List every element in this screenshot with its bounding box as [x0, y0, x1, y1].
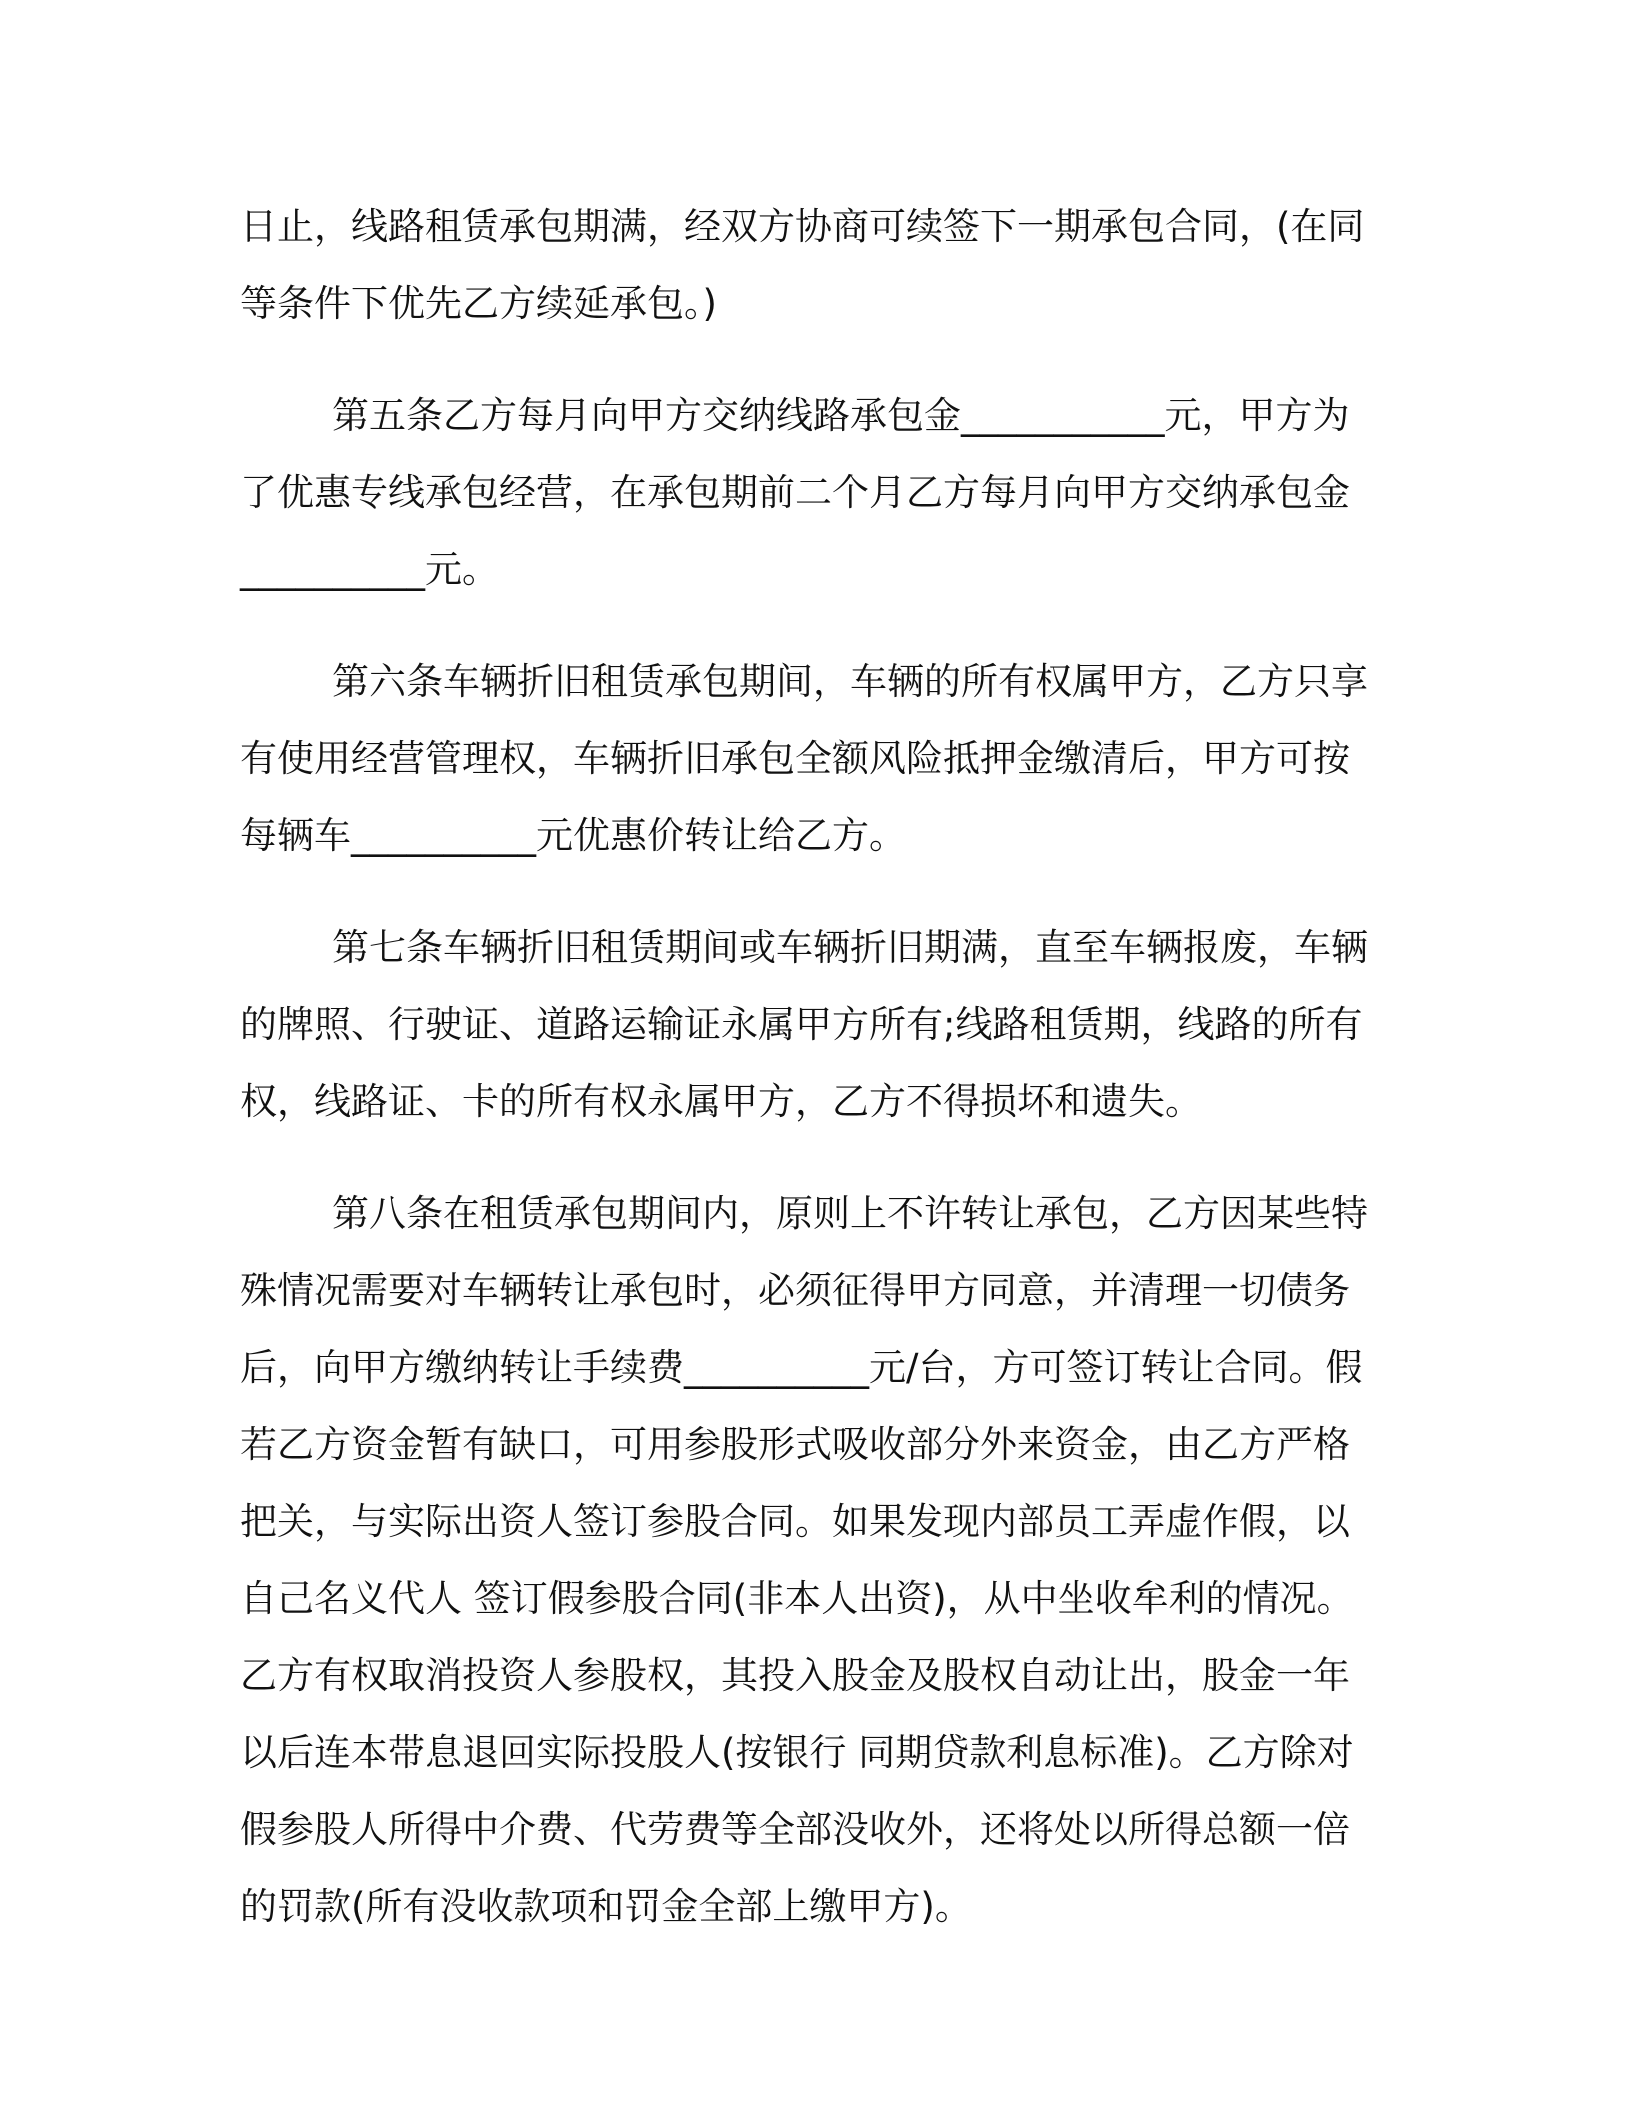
text-line: 乙方有权取消投资人参股权，其投入股金及股权自动让出，股金一年: [240, 1654, 1350, 1697]
paragraph-article-5: [240, 377, 1380, 608]
text-line: 把关，与实际出资人签订参股合同。如果发现内部员工弄虚作假，以: [240, 1500, 1350, 1543]
paragraph-article-7: [240, 909, 1380, 1140]
paragraph-article-6: [240, 643, 1380, 874]
paragraph-article-8: [240, 1175, 1380, 1945]
text-line: __________元。: [240, 548, 499, 591]
paragraph-continuation: [240, 188, 1380, 342]
text-line: 权，线路证、卡的所有权永属甲方，乙方不得损坏和遗失。: [240, 1080, 1202, 1123]
text-line: 第七条车辆折旧租赁期间或车辆折旧期满，直至车辆报废，车辆: [332, 926, 1368, 969]
text-line: 第八条在租赁承包期间内，原则上不许转让承包，乙方因某些特: [332, 1192, 1368, 1235]
text-line: 有使用经营管理权，车辆折旧承包全额风险抵押金缴清后，甲方可按: [240, 737, 1350, 780]
text-line: 日止，线路租赁承包期满，经双方协商可续签下一期承包合同，(在同: [240, 205, 1365, 248]
text-line: 的牌照、行驶证、道路运输证永属甲方所有;线路租赁期，线路的所有: [240, 1003, 1363, 1046]
text-line: 第六条车辆折旧租赁承包期间，车辆的所有权属甲方，乙方只享: [332, 660, 1368, 703]
text-line: 若乙方资金暂有缺口，可用参股形式吸收部分外来资金，由乙方严格: [240, 1423, 1350, 1466]
text-line: 假参股人所得中介费、代劳费等全部没收外，还将处以所得总额一倍: [240, 1808, 1350, 1851]
text-line: 以后连本带息退回实际投股人(按银行 同期贷款利息标准)。乙方除对: [240, 1731, 1354, 1774]
text-line: 自己名义代人 签订假参股合同(非本人出资)，从中坐收牟利的情况。: [240, 1577, 1354, 1620]
text-line: 第五条乙方每月向甲方交纳线路承包金___________元，甲方为: [332, 394, 1350, 437]
document-body: [240, 188, 1380, 1945]
text-line: 的罚款(所有没收款项和罚金全部上缴甲方)。: [240, 1885, 972, 1928]
text-line: 了优惠专线承包经营，在承包期前二个月乙方每月向甲方交纳承包金: [240, 471, 1350, 514]
text-line: 殊情况需要对车辆转让承包时，必须征得甲方同意，并清理一切债务: [240, 1269, 1350, 1312]
text-line: 每辆车__________元优惠价转让给乙方。: [240, 814, 906, 857]
text-line: 后，向甲方缴纳转让手续费__________元/台，方可签订转让合同。假: [240, 1346, 1363, 1389]
text-line: 等条件下优先乙方续延承包。): [240, 282, 717, 325]
